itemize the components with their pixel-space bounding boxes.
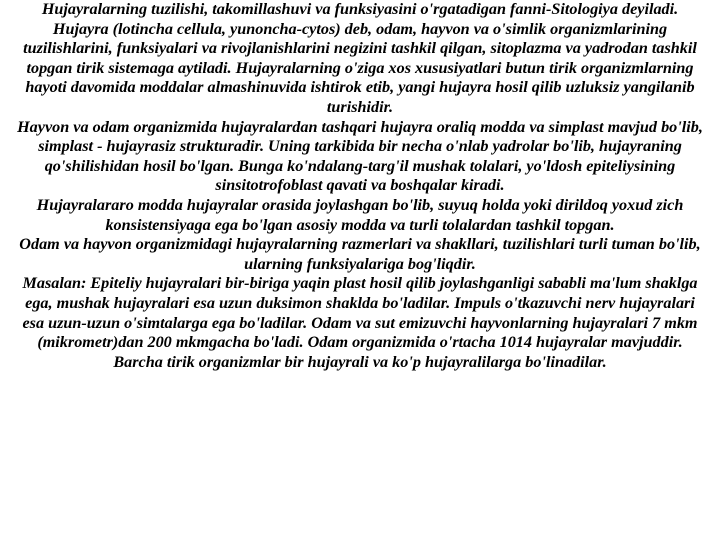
paragraph-cell-sizes-shapes: Odam va hayvon organizmidagi hujayralarning razmerlari va shakllari, tuzilishlari turli tuman bo'lib, ularning funksiyalariga bog'liqdir. [19,235,701,273]
paragraph-intercellular-substance: Hujayralararo modda hujayralar orasida joylashgan bo'lib, suyuq holda yoki dirildoq yoxud zich konsistensiyaga ega bo'lgan asosiy modda va turli tolalardan tashkil topgan. [36,195,684,234]
paragraph-examples: Masalan: Epiteliy hujayralari bir-biriga yaqin plast hosil qilib joylashganligi sababli ma'lum shaklga ega, mushak hujayralari esa uzun duksimon shaklda bo'ladilar. Impuls o'tkazuvchi nerv hujayralari esa uzun-uzun o'simtalarga ega bo'ladilar. Odam va sut emizuvchi hayvonlarning hujayralari 7 mkm (mikrometr)dan 200 mkmgacha bo'ladi. Odam organizmida o'rtacha 1014 hujayralar mavjuddir. Barcha tirik organizmlar bir hujayrali va ko'p hujayralilarga bo'linadilar. [22,274,698,371]
body-text [14,0,706,372]
paragraph-cytology-definition: Hujayralarning tuzilishi, takomillashuvi va funksiyasini o'rgatadigan fanni-Sitologiya deyiladi. Hujayra (lotincha cellula, yunoncha-cytos) deb, odam, hayvon va o'simlik organizmlarining tuzilishlarini, funksiyalari va rivojlanishlarini negizini tashkil qilgan, sitoplazma va yadrodan tashkil topgan tirik sistemaga aytiladi. Hujayralarning o'ziga xos xususiyatlari butun tirik organizmlarning hayoti davomida moddalar almashinuvida ishtirok etib, yangi hujayra hosil qilib uzluksiz yangilanib turishidir. [23,0,697,116]
paragraph-simplast: Hayvon va odam organizmida hujayralardan tashqari hujayra oraliq modda va simplast mavjud bo'lib, simplast - hujayrasiz strukturadir. Uning tarkibida bir necha o'nlab yadrolar bo'lib, hujayraning qo'shilishidan hosil bo'lgan. Bunga ko'ndalang-targ'il mushak tolalari, yo'ldosh epiteliysining sinsitotrofoblast qavati va boshqalar kiradi. [17,117,703,195]
